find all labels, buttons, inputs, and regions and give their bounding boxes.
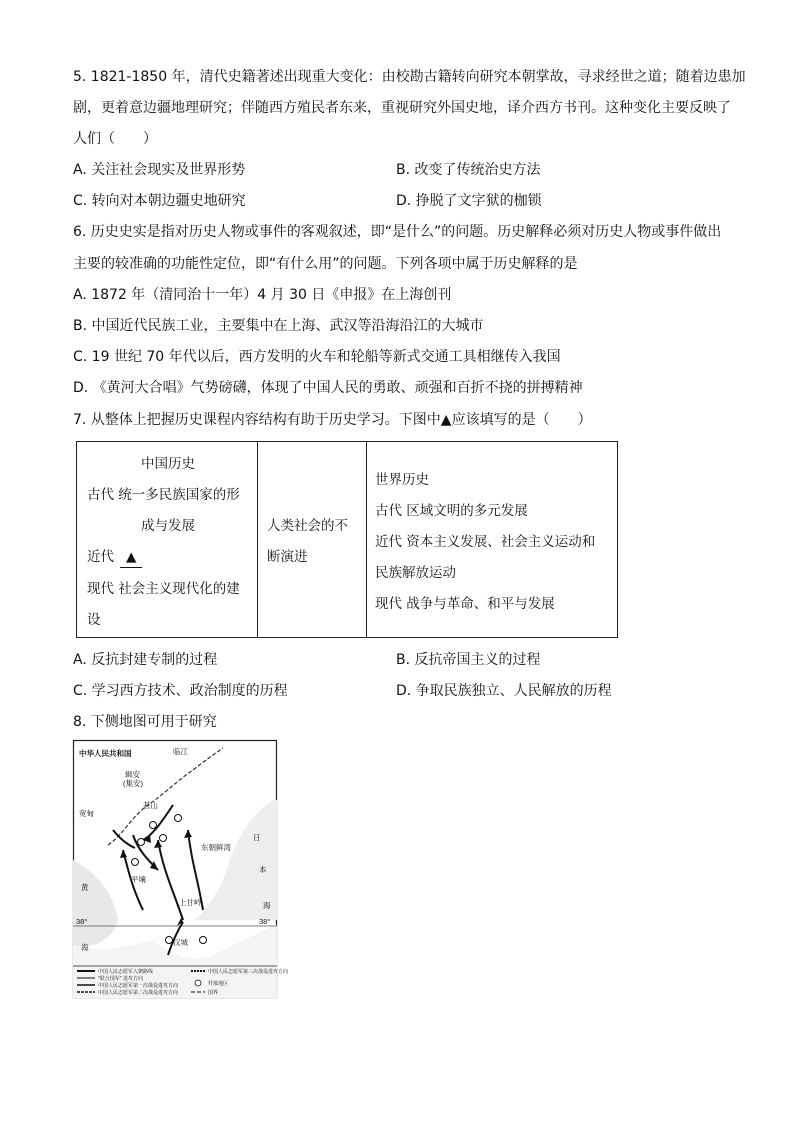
china-ancient-line2: 成与发展 bbox=[141, 518, 195, 534]
q7-option-d[interactable]: D. 争取民族独立、人民解放的历程 bbox=[396, 683, 612, 699]
map-city-pyongyang: 平壤 bbox=[131, 875, 146, 884]
china-history-cell bbox=[77, 442, 258, 638]
map-river-label: 临江 bbox=[173, 747, 188, 756]
china-history-title: 中国历史 bbox=[141, 456, 195, 472]
map-lat-left: 38° bbox=[76, 917, 88, 926]
q7-option-b[interactable]: B. 反抗帝国主义的过程 bbox=[396, 652, 541, 668]
q7-option-a[interactable]: A. 反抗封建专制的过程 bbox=[73, 652, 218, 668]
map-sea-east: 东朝鲜湾 bbox=[201, 843, 231, 852]
history-structure-table bbox=[76, 441, 618, 638]
middle-cell bbox=[258, 442, 367, 638]
legend-border: 国界 bbox=[208, 990, 219, 996]
map-mountain: 甚山 bbox=[143, 801, 158, 810]
world-history-title: 世界历史 bbox=[375, 472, 429, 488]
legend-first-campaign: 中国人民志愿军第一次战役进攻方向 bbox=[98, 983, 179, 989]
china-contemporary-line1: 现代 社会主义现代化的建 bbox=[87, 581, 240, 597]
map-city-seoul: 汉城 bbox=[173, 938, 188, 947]
world-contemporary: 现代 战争与革命、和平与发展 bbox=[375, 596, 555, 612]
china-ancient-line1: 古代 统一多民族国家的形 bbox=[87, 487, 240, 503]
world-modern-line1: 近代 资本主义发展、社会主义运动和 bbox=[375, 534, 596, 550]
map-sea-japan-1: 日 bbox=[253, 833, 261, 842]
q5-stem-line3: 人们（ ） bbox=[73, 131, 157, 147]
q5-option-c[interactable]: C. 转向对本朝边疆史地研究 bbox=[73, 193, 246, 209]
q5-stem-line2: 剧，更着意边疆地理研究；伴随西方殖民者东来，重视研究外国史地，译介西方书刊。这种变化主要反映了 bbox=[73, 100, 731, 116]
middle-line1: 人类社会的不 bbox=[267, 518, 348, 534]
china-modern-label: 近代 bbox=[87, 549, 114, 565]
middle-line2: 断演进 bbox=[267, 549, 308, 565]
q6-option-c[interactable]: C. 19 世纪 70 年代以后，西方发明的火车和轮船等新式交通工具相继传入我国 bbox=[73, 349, 561, 365]
q6-option-a[interactable]: A. 1872 年（清同治十一年）4 月 30 日《申报》在上海创刊 bbox=[73, 287, 452, 303]
legend-swatch-battle bbox=[195, 980, 201, 986]
map-place-shangganling: 上甘岭 bbox=[179, 898, 202, 907]
korean-war-map bbox=[73, 740, 289, 998]
legend-un-attack: "联合国军" 进攻方向 bbox=[98, 976, 143, 982]
map-sea-japan-2: 本 bbox=[259, 865, 267, 874]
china-contemporary-line2: 设 bbox=[87, 612, 101, 628]
map-title: 中华人民共和国 bbox=[79, 749, 132, 758]
map-sea-yellow-1: 黄 bbox=[81, 883, 89, 892]
q5-stem-line1: 5. 1821-1850 年，清代史籍著述出现重大变化：由校勘古籍转向研究本朝掌故，寻求经世之道；随着边患加 bbox=[73, 69, 746, 85]
q7-stem: 7. 从整体上把握历史课程内容结构有助于历史学习。下图中▲应该填写的是（ ） bbox=[73, 412, 592, 428]
q8-stem: 8. 下侧地图可用于研究 bbox=[73, 714, 217, 730]
map-sea-yellow-2: 海 bbox=[81, 943, 89, 952]
triangle-blank: ▲ bbox=[120, 547, 142, 568]
q6-option-d[interactable]: D. 《黄河大合唱》气势磅礴，体现了中国人民的勇敢、顽强和百折不挠的拼搏精神 bbox=[73, 380, 583, 396]
legend-third-campaign: 中国人民志愿军第三次战役进攻方向 bbox=[208, 969, 289, 975]
legend-second-campaign: 中国人民志愿军第二次战役进攻方向 bbox=[98, 990, 179, 996]
china-modern-row bbox=[87, 547, 142, 568]
q5-option-b[interactable]: B. 改变了传统治史方法 bbox=[396, 162, 541, 178]
world-history-cell bbox=[367, 442, 618, 638]
world-modern-line2: 民族解放运动 bbox=[375, 565, 456, 581]
q6-stem-line2: 主要的较准确的功能性定位，即“有什么用”的问题。下列各项中属于历史解释的是 bbox=[73, 256, 578, 272]
map-lat-right: 38° bbox=[259, 917, 271, 926]
map-city-kuandian: 宽甸 bbox=[79, 809, 94, 818]
world-ancient: 古代 区域文明的多元发展 bbox=[375, 503, 528, 519]
q7-option-c[interactable]: C. 学习西方技术、政治制度的历程 bbox=[73, 683, 288, 699]
map-city-jian-2: (集安) bbox=[123, 779, 143, 788]
map-city-jian: 辑安 bbox=[125, 770, 140, 779]
legend-entry-route: 中国人民志愿军入朝路线 bbox=[98, 969, 154, 975]
legend-battle-area: 歼敌地区 bbox=[208, 981, 229, 987]
q6-option-b[interactable]: B. 中国近代民族工业，主要集中在上海、武汉等沿海沿江的大城市 bbox=[73, 318, 484, 334]
map-sea-japan-3: 海 bbox=[263, 901, 271, 910]
q5-option-d[interactable]: D. 挣脱了文字狱的枷锁 bbox=[396, 193, 542, 209]
q6-stem-line1: 6. 历史史实是指对历史人物或事件的客观叙述，即“是什么”的问题。历史解释必须对历史人物或事件做出 bbox=[73, 224, 722, 240]
q5-option-a[interactable]: A. 关注社会现实及世界形势 bbox=[73, 162, 246, 178]
